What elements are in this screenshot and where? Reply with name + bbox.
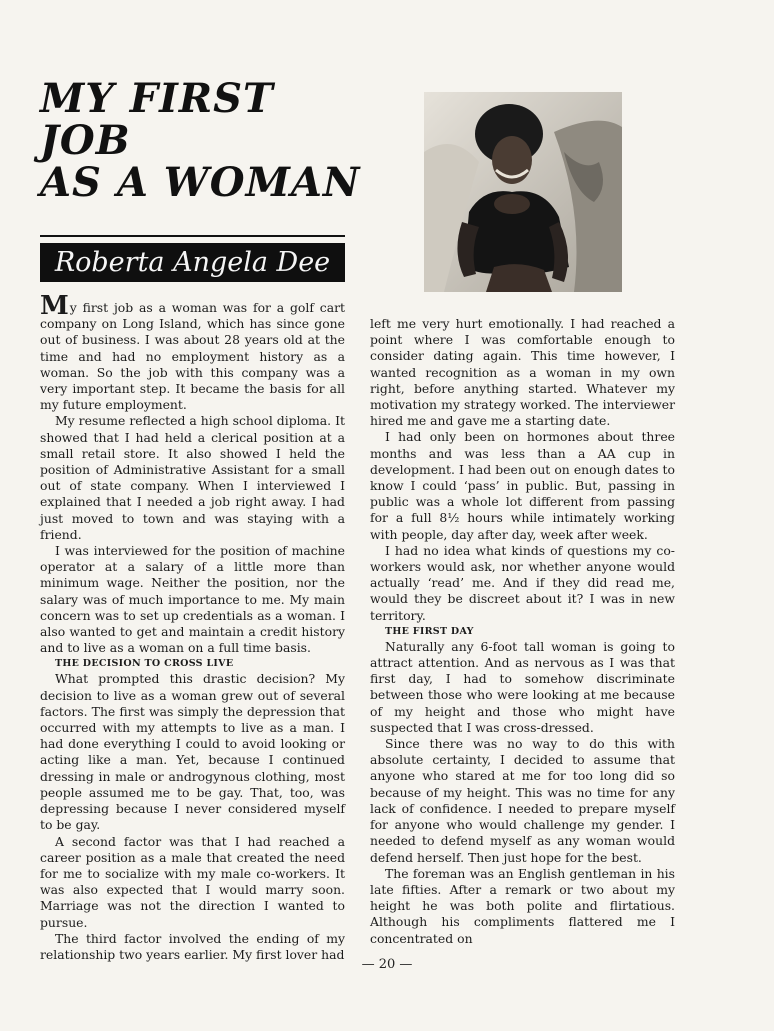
article-column-1 [40, 291, 345, 963]
paragraph: left me very hurt emotionally. I had reached a point where I was comfortable enough to consider dating again. This time however, I wanted recognition as a woman in my own right, before anything started. Whatever my motivation my strategy worked. The interviewer hired me and gave me a starting date. [370, 316, 675, 429]
title-rule [40, 235, 345, 237]
section-heading: THE DECISION TO CROSS LIVE [55, 658, 234, 670]
paragraph: My resume reflected a high school diploma. It showed that I had held a clerical position at a small retail store. It also showed I held the position of Administrative Assistant for a small out of state company. When I interviewed I explained that I needed a job right away. I had just moved to town and was staying with a friend. [40, 413, 345, 542]
drop-cap: M [40, 291, 69, 321]
paragraph: Naturally any 6-foot tall woman is going to attract attention. And as nervous as I was that first day, I had to somehow discriminate between those who were looking at me because of my height and those who might have suspected that I was cross-dressed. [370, 638, 675, 735]
paragraph: The third factor involved the ending of my relationship two years earlier. My first lover had [40, 930, 345, 962]
section-heading: THE FIRST DAY [385, 625, 474, 637]
paragraph: I had no idea what kinds of questions my co-workers would ask, nor whether anyone would actually ‘read’ me. And if they did read me, would they be discreet about it? I was in new territory. [370, 542, 675, 623]
paragraph: A second factor was that I had reached a career position as a male that created the need for me to socialize with my male co-workers. It was also expected that I would marry soon. Marriage was not the direction I wanted to pursue. [40, 833, 345, 930]
article-title [40, 75, 370, 206]
author-photo [424, 92, 622, 292]
paragraph: What prompted this drastic decision? My decision to live as a woman grew out of several factors. The first was simply the depression that occurred with my attempts to live as a man. I had done everything I could to avoid looking or acting like a man. Yet, because I continued dressing in male or androgynous clothing, most people assumed me to be gay. That, too, was depressing because I never considered myself to be gay. [40, 671, 345, 833]
paragraph: I had only been on hormones about three months and was less than a AA cup in development. I had been out on enough dates to know I could ‘pass’ in public. But, passing in public was a whole lot different from passing for a full 8½ hours while intimately working with people, day after day, week after week. [370, 429, 675, 542]
paragraph [40, 291, 345, 413]
paragraph: The foreman was an English gentleman in his late fifties. After a remark or two about my height he was both polite and flirtatious. Although his compliments flattered me I concentrated on [370, 865, 675, 946]
article-column-2 [370, 316, 675, 947]
paragraph: Since there was no way to do this with absolute certainty, I decided to assume that anyone who stared at me for too long did so because of my height. This was no time for any lack of confidence. I needed to prepare myself for anyone who would challenge my gender. I needed to defend myself as any woman would defend herself. Then just hope for the best. [370, 736, 675, 865]
author-byline: Roberta Angela Dee [40, 243, 345, 282]
title-line-2: AS A WOMAN [40, 159, 361, 206]
page-number: — 20 — [361, 957, 413, 972]
paragraph-text: y first job as a woman was for a golf cart company on Long Island, which has since gone out of business. I was about 28 years old at the time and had no employment history as a woman. So the job with this company was a very important step. It became the basis for all my future employment. [40, 300, 345, 413]
portrait-illustration [424, 92, 622, 292]
paragraph: I was interviewed for the position of machine operator at a salary of a little more than minimum wage. Neither the position, nor the salary was of much importance to me. My main concern was to set up credentials as a woman. I also wanted to get and maintain a credit history and to live as a woman on a full time basis. [40, 543, 345, 656]
title-line-1: MY FIRST JOB [40, 75, 274, 164]
